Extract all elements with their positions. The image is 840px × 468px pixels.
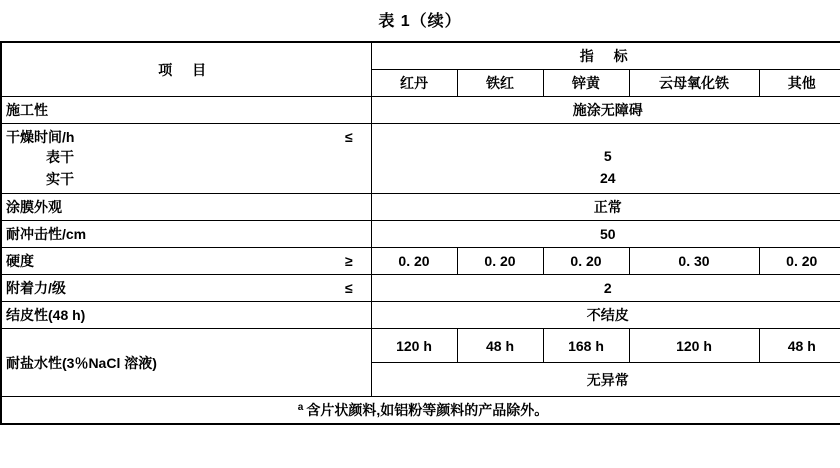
value-surface-dry: 5 [603, 148, 612, 164]
table-row [1, 97, 840, 124]
table-footnote-row [1, 397, 840, 425]
header-col-hongdan: 红丹 [371, 70, 457, 97]
row-value-salt-span: 无异常 [371, 363, 840, 397]
header-col-xinhuang: 锌黄 [543, 70, 629, 97]
row-label-text: 施工性 [6, 102, 48, 118]
header-indicator-label [371, 42, 840, 70]
row-label-text: 硬度 [6, 253, 34, 270]
table-row [1, 275, 840, 302]
row-label-text: 结皮性(48 h) [6, 307, 86, 324]
row-value-hardness-2: 0. 20 [457, 248, 543, 275]
specification-table [0, 41, 840, 425]
row-label-text: 耐盐水性(3％NaCl 溶液) [6, 354, 157, 371]
row-sublabels [6, 147, 367, 190]
row-value-hardness-1: 0. 20 [371, 248, 457, 275]
row-label-text: 涂膜外观 [6, 199, 62, 216]
row-label-hardness [1, 248, 371, 275]
row-label-text: 耐冲击性/cm [6, 226, 87, 243]
row-label-construction [1, 97, 371, 124]
row-value-film-appearance: 正常 [371, 194, 840, 221]
table-row [1, 124, 840, 194]
table-row [1, 221, 840, 248]
footnote-text: 含片状颜料,如铝粉等颜料的产品除外。 [306, 402, 549, 419]
sublabel-hard-dry: 实干 [46, 170, 74, 187]
row-value-salt-3: 168 h [543, 329, 629, 363]
header-indicator-text: 指 标 [579, 48, 636, 64]
row-label-adhesion [1, 275, 371, 302]
table-header-row-1 [1, 42, 840, 70]
row-value-skinning: 不结皮 [371, 302, 840, 329]
header-col-yunmuyanghuatie: 云母氧化铁 [629, 70, 759, 97]
table-row [1, 302, 840, 329]
table-footnote [1, 397, 840, 425]
row-label-salt-water-resistance [1, 329, 371, 397]
table-row [1, 248, 840, 275]
header-item-label [1, 42, 371, 97]
table-row [1, 194, 840, 221]
header-col-tiehong: 铁红 [457, 70, 543, 97]
row-value-hardness-3: 0. 20 [543, 248, 629, 275]
header-col-qita: 其他 [759, 70, 840, 97]
row-value-hardness-4: 0. 30 [629, 248, 759, 275]
row-label-text: 附着力/级 [6, 280, 66, 297]
table-row [1, 329, 840, 363]
row-symbol: ≥ [344, 253, 353, 270]
row-value-salt-5: 48 h [759, 329, 840, 363]
row-value-drying-time [371, 124, 840, 194]
row-symbol: ≤ [344, 280, 353, 297]
sublabel-surface-dry: 表干 [46, 149, 74, 165]
row-label-skinning [1, 302, 371, 329]
row-value-salt-2: 48 h [457, 329, 543, 363]
row-label-drying-time [1, 124, 371, 194]
header-item-text: 项 目 [158, 61, 215, 78]
table-title: 表 1（续） [378, 13, 462, 30]
row-value-impact-resistance: 50 [371, 221, 840, 248]
footnote-marker: a [297, 401, 304, 413]
row-value-salt-4: 120 h [629, 329, 759, 363]
row-value-salt-1: 120 h [371, 329, 457, 363]
row-label-text: 干燥时间/h [6, 129, 75, 145]
row-value-adhesion: 2 [371, 275, 840, 302]
row-label-film-appearance [1, 194, 371, 221]
row-value-hardness-5: 0. 20 [759, 248, 840, 275]
row-value-construction: 施涂无障碍 [371, 97, 840, 124]
row-symbol: ≤ [344, 129, 353, 145]
value-hard-dry: 24 [599, 169, 616, 186]
row-label-impact-resistance [1, 221, 371, 248]
